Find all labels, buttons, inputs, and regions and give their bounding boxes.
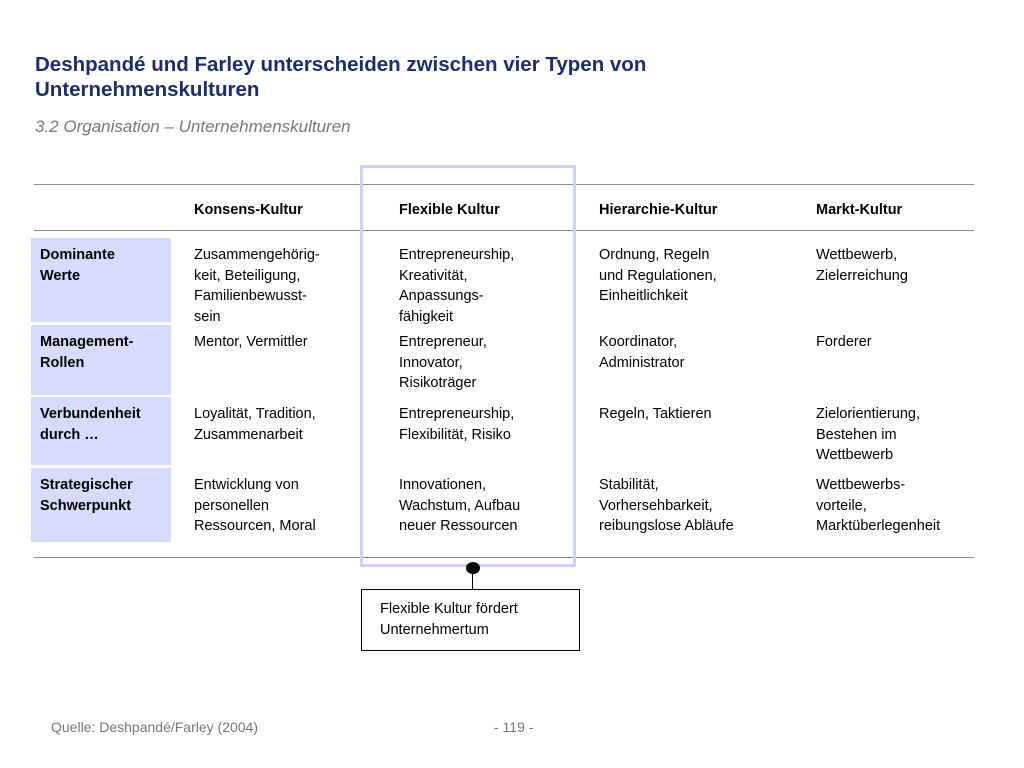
cell-strategisch-hierarchie: Stabilität, Vorhersehbarkeit, reibungslose Abläufe [599, 477, 734, 534]
cell-strategisch-konsens: Entwicklung von personellen Ressourcen, Moral [194, 477, 316, 534]
row-label-dominante-werte: Dominante Werte [31, 238, 171, 322]
cell-dominante-werte-konsens: Zusammengehörig- keit, Beteiligung, Familienbewusst- sein [194, 247, 320, 325]
cell-dominante-werte-flexible: Entrepreneurship, Kreativität, Anpassungs- fähigkeit [399, 247, 515, 325]
source-citation: Quelle: Deshpandé/Farley (2004) [51, 719, 259, 735]
row-label-management-rollen: Management- Rollen [31, 325, 171, 395]
row-label-strategischer-schwerpunkt: Strategischer Schwerpunkt [31, 468, 171, 542]
cell-management-rollen-konsens: Mentor, Vermittler [194, 334, 308, 350]
cell-management-rollen-markt: Forderer [816, 334, 872, 350]
cell-verbundenheit-flexible: Entrepreneurship, Flexibilität, Risiko [399, 406, 515, 443]
column-header-flexible: Flexible Kultur [399, 202, 500, 218]
slide-subtitle: 3.2 Organisation – Unternehmenskulturen [35, 117, 351, 136]
cell-verbundenheit-markt: Zielorientierung, Bestehen im Wettbewerb [816, 406, 920, 463]
slide-title: Deshpandé und Farley unterscheiden zwischen vier Typen von Unternehmenskulturen [35, 53, 647, 101]
column-header-markt: Markt-Kultur [816, 202, 903, 218]
cell-management-rollen-flexible: Entrepreneur, Innovator, Risikoträger [399, 334, 487, 391]
column-header-hierarchie: Hierarchie-Kultur [599, 202, 718, 218]
cell-strategisch-markt: Wettbewerbs- vorteile, Marktüberlegenheit [816, 477, 941, 534]
column-header-konsens: Konsens-Kultur [194, 202, 303, 218]
cell-verbundenheit-konsens: Loyalität, Tradition, Zusammenarbeit [194, 406, 316, 443]
cell-management-rollen-hierarchie: Koordinator, Administrator [599, 334, 685, 371]
cell-strategisch-flexible: Innovationen, Wachstum, Aufbau neuer Ressourcen [399, 477, 521, 534]
callout-connector-dot [466, 562, 480, 574]
cell-dominante-werte-markt: Wettbewerb, Zielerreichung [816, 247, 908, 284]
page-number: - 119 - [494, 719, 534, 735]
row-label-verbundenheit: Verbundenheit durch … [31, 397, 171, 465]
cell-verbundenheit-hierarchie: Regeln, Taktieren [599, 406, 712, 422]
callout-box: Flexible Kultur fördert Unternehmertum [361, 589, 580, 651]
cell-dominante-werte-hierarchie: Ordnung, Regeln und Regulationen, Einheitlichkeit [599, 247, 717, 304]
callout-connector-line [472, 572, 473, 589]
